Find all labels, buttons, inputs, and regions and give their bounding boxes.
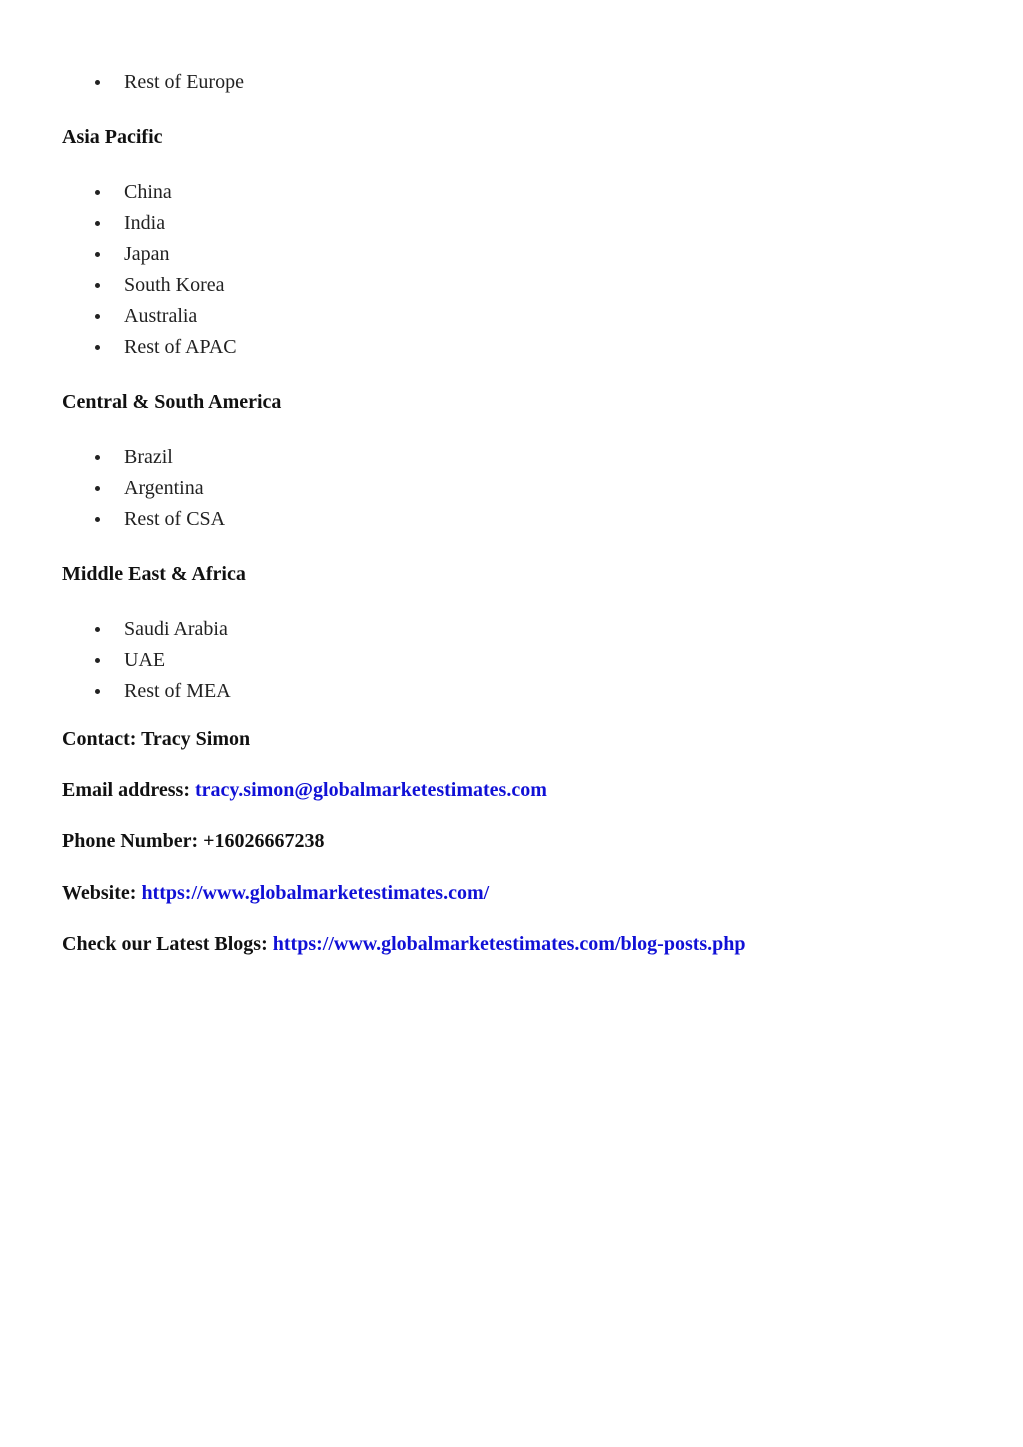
section-heading-mea: Middle East & Africa — [62, 563, 246, 585]
list-item: Brazil — [124, 446, 173, 468]
email-link[interactable]: tracy.simon@globalmarketestimates.com — [194, 779, 547, 801]
section-heading-csa: Central & South America — [62, 391, 282, 413]
list-item-rest-of-europe: Rest of Europe — [124, 71, 244, 93]
email-label: Email address: — [62, 779, 195, 801]
list-item: Rest of CSA — [124, 508, 226, 530]
list-item: Rest of APAC — [124, 336, 237, 358]
list-item: Japan — [124, 243, 170, 265]
list-item: South Korea — [124, 274, 225, 296]
phone-number: Phone Number: +16026667238 — [62, 830, 325, 852]
list-item: Australia — [124, 305, 198, 327]
contact-name: Contact: Tracy Simon — [62, 728, 251, 750]
website-label: Website: — [62, 882, 142, 904]
list-item: Saudi Arabia — [124, 618, 228, 640]
blogs-line — [62, 932, 746, 956]
list-item: Rest of MEA — [124, 680, 231, 702]
blogs-link[interactable]: https://www.globalmarketestimates.com/blog-posts.php — [272, 933, 746, 955]
website-link[interactable]: https://www.globalmarketestimates.com/ — [141, 882, 490, 904]
email-line — [62, 778, 547, 802]
section-heading-asia-pacific: Asia Pacific — [62, 126, 163, 148]
blogs-label: Check our Latest Blogs: — [62, 933, 273, 955]
list-item: India — [124, 212, 166, 234]
website-line — [62, 881, 489, 905]
list-item: Argentina — [124, 477, 204, 499]
list-item: China — [124, 181, 172, 203]
list-item: UAE — [124, 649, 166, 671]
